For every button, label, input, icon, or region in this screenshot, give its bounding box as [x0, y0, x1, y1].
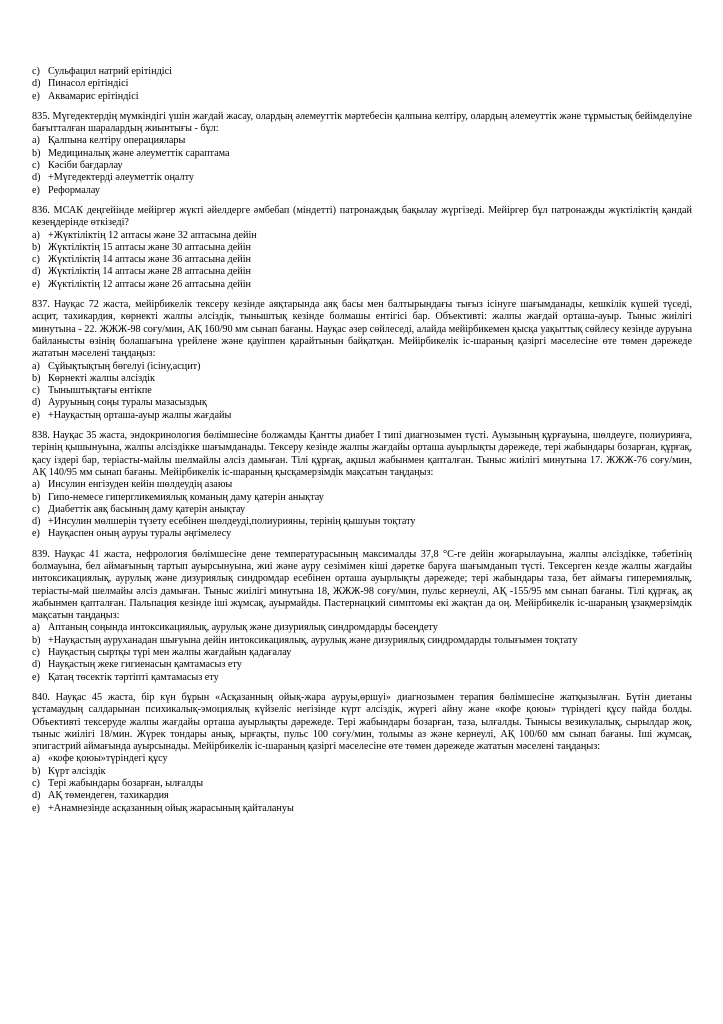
question-837 — [32, 299, 692, 422]
option-b: b) Күрт әлсіздік — [32, 765, 106, 777]
question-840 — [32, 692, 692, 815]
document-page — [32, 66, 692, 815]
option-d: d) Жүктіліктің 14 аптасы және 28 аптасына дейін — [32, 266, 251, 278]
option-e: e) +Науқастың орташа-ауыр жалпы жағдайы — [32, 409, 232, 421]
question-838 — [32, 430, 692, 541]
option-c: c) Жүктіліктің 14 аптасы және 36 аптасына дейін — [32, 254, 251, 266]
option-a: a) +Жүктіліктің 12 аптасы және 32 аптасына дейін — [32, 229, 257, 241]
option-b: b) Көрнекті жалпы әлсіздік — [32, 372, 155, 384]
option-c: c) Науқастың сыртқы түрі мен жалпы жағдайын қадағалау — [32, 647, 292, 659]
option-b: b) Жүктіліктің 15 аптасы және 30 аптасына дейін — [32, 241, 251, 253]
option-d: d) АҚ төмендеген, тахикардия — [32, 790, 169, 802]
option-d: d) +Инсулин мөлшерін түзету есебінен шөлдеуді,полиурияны, терінің қышуын тоқтату — [32, 516, 416, 528]
option-b: b) +Науқастың ауруханадан шығуына дейін интоксикациялық, аурулық және дизуриялық синдромдарды толығымен тоқтату — [32, 634, 578, 646]
question-text: 836. МСАК деңгейінде мейіргер жүкті әйелдерге әмбебап (міндетті) патронаждық бақылау жүргізеді. Мейіргер бұл патронажды жүктіліктің қандай кезеңдерінде өткізеді? — [32, 204, 692, 229]
question-839 — [32, 549, 692, 684]
question-836 — [32, 205, 692, 291]
question-text: 838. Науқас 35 жаста, эндокринология бөлімшесіне болжамды Қантты диабет I типі диагнозымен түсті. Ауызының құрғауына, шөлдеуге, полиурияға, терінің қышынуына, жалпы әлсіздікке шағымданады. Тексеру кезінде жалпы жағдайы орташа ауырлықты дәрежеде, тері жабындары бозарған, құрғақ, қасу іздері бар, теріасты-майлы шелмайлы әлсіз дамыған. Тілі құрғақ, ақшыл жабынмен қапталған. Тыныс жиілігі минутына 17. ЖЖЖ-76 соғу/мин, АҚ 140/95 мм сынап бағаны. Мейірбикелік іс-шараның қысқамерзімдік мақсатын таңдаңыз: — [32, 430, 692, 478]
option-c: c) Диабеттік аяқ басының даму қатерін анықтау — [32, 503, 246, 515]
option-a: a) Сұйықтықтың бөгелуі (ісіну,асцит) — [32, 360, 201, 372]
option-b: b) Медициналық және әлеуметтік сараптама — [32, 147, 230, 159]
option-a: a) Қалпына келтіру операциялары — [32, 135, 186, 147]
option-e: e) Қатаң төсектік тәртіпті қамтамасыз ету — [32, 671, 219, 683]
option-c: c) Тері жабындары бозарған, ылғалды — [32, 778, 204, 790]
question-text: 835. Мүгедектердің мүмкіндігі үшін жағдай жасау, олардың әлемеуттік мәртебесін қалпына келтіру, олардың әлемеуттік және тұрмыстық бейімделуіне бағытталған шаралардың жиынтығы - бұл: — [32, 110, 692, 135]
option-a: a) Аптаның соңында интоксикациялық, аурулық және дизуриялық синдромдарды бәсеңдету — [32, 622, 438, 634]
option-e: e) +Анамнезінде асқазанның ойық жарасының қайталануы — [32, 802, 294, 814]
option-c: c) Тыныштықтағы ентікпе — [32, 385, 152, 397]
option: c) Сульфацил натрий ерітіндісі — [32, 66, 172, 77]
question-text: 839. Науқас 41 жаста, нефрология бөлімшесіне дене температурасының максималды 37,8 °С-ге дейін жоғарылауына, жалпы әлсіздікке, тәбетінің болмауына, бел аймағының тартып ауырсынуына, жиі және ауру сезімімен кіші дәретке баруға шағымданып түсті. Тексерген кезде жалпы жағдайы интоксикациялық, аурулық және дизуриялық синдромдар есебінен орташа ауырлықты дәрежеде; тері жабындары таза, бет аймағы гиперемиялық, теріасты-май шелмайы әлсіз дамыған. Тыныс жиілігі минутына 18, ЖЖЖ-98 соғу/мин, пульс кернеулі, АҚ -155/95 мм сынап бағаны. Тілі құрғақ, ақ жабынмен қапталған. Пальпация кезінде іші жұмсақ, ауырмайды. Пастернацкий симптомы екі жақтан да оң. Мейірбикелік іс-шараның ұзақмерзімдік мақсатын таңдаңыз: — [32, 548, 692, 622]
option-e: e) Науқаспен оның ауруы туралы әңгімелесу — [32, 528, 232, 540]
option-e: e) Жүктіліктің 12 аптасы және 26 аптасына дейін — [32, 278, 251, 290]
option: d) Пинасол ерітіндісі — [32, 78, 129, 90]
option-d: d) +Мүгедектерді әлеуметтік оңалту — [32, 172, 195, 184]
option-d: d) Науқастың жеке гигиенасын қамтамасыз ету — [32, 659, 242, 671]
option-e: e) Реформалау — [32, 184, 100, 196]
question-text: 837. Науқас 72 жаста, мейірбикелік тексеру кезінде аяқтарында аяқ басы мен балтырындағы тығыз ісінуге шағымданады, кешкілік күшей түседі, асцит, тахикардия, көрнекті жалпы әлсіздік, тыныштық кезінде болмашы ентігісі бар. Объективті: жалпы жағдай орташа-ауыр. Тыныс жиілігі минутына - 22. ЖЖЖ-98 соғу/мин, АҚ 160/90 мм сынап бағаны. Науқас әзер сөйлеседі, алайда мейірбикемен қысқа уақыттық сөйлесу кезінде ауруына байланысты өзінің болашағына үрейлене және қауіппен қарайтынын байқатқан. Мейірбикелік іс-шараның қазіргі мәселесіне өте төмен дәрежеде жататын мәселені таңдаңыз: — [32, 299, 692, 360]
question-835 — [32, 111, 692, 197]
option-c: c) Кәсіби бағдарлау — [32, 160, 123, 172]
option-d: d) Ауруының соңы туралы мазасыздық — [32, 397, 207, 409]
option-a: a) «кофе қоюы»түріндегі құсу — [32, 753, 168, 765]
option-a: a) Инсулин енгізуден кейін шөлдеудің азаюы — [32, 479, 233, 491]
question-text: 840. Науқас 45 жаста, бір күн бұрын «Асқазанның ойық-жара ауруы,өршуі» диагнозымен терапия бөлімшесіне жатқызылған. Бүтін диетаны ұстамаудың салдарынан психикалық-эмоциялық күйзеліс негізінде күрт әлсіздік, жүрегі айну және «кофе қоюы» түріндегі құсу пайда болды. Объективті тексеруде жалпы жағдайы орташа ауырлықты дәрежеде. Тері жабындары бозарған, таза, ылғалды. Тынысы везикулалық, сырылдар жоқ, тыныс жиілігі 18/мин. Жүрек тондары анық, ырғақты, пульс 100 соғу/мин, толымы аз және кернеулі, АҚ 100/60 мм сынап бағаны. Іші жұмсақ, эпигастрий аймағында ауырсынады. Мейірбикелік іс-шараның қазіргі мәселесіне өте төмен дәрежеде жататын мәселені таңдаңыз: — [32, 691, 692, 753]
option: e) Аквамарис ерітіндісі — [32, 90, 139, 102]
top-options — [32, 66, 692, 103]
option-b: b) Гипо-немесе гипергликемиялық команың даму қатерін анықтау — [32, 491, 324, 503]
